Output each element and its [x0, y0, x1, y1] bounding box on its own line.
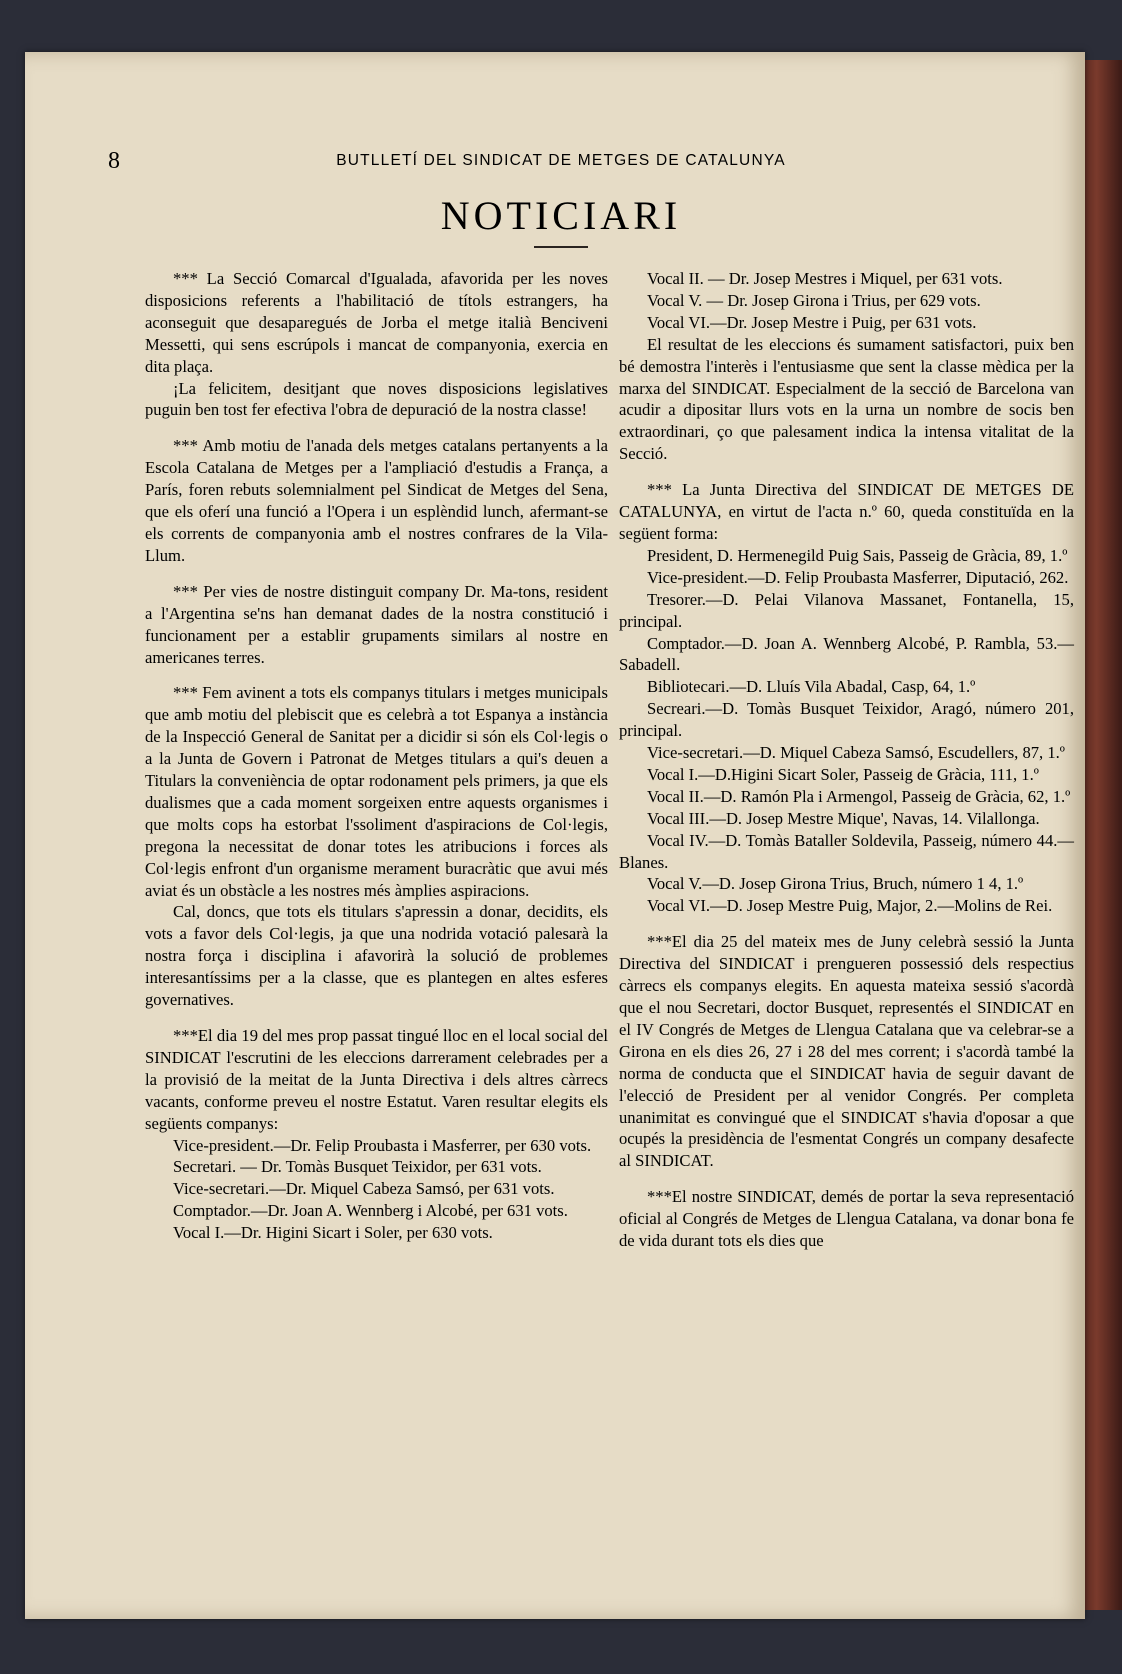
paragraph: President, D. Hermenegild Puig Sais, Passeig de Gràcia, 89, 1.º — [647, 545, 1068, 565]
paragraph: *** Fem avinent a tots els companys titulars i metges municipals que amb motiu del plebiscit que es celebrà a tot Espanya a instància de la Inspecció General de Sanitat per a dicidir si són els Col·legis o a la Junta de Govern i Patronat de Metges titulars a qui's deuen a Titulars la conveniència de optar rodonament pels primers, ja que els dualismes que a cada moment sorgeixen entre aquests organismes i que molts cops ha estorbat l'ssoliment d'aspiracions de Col·legis, pregona la necessitat de donar totes les atribucions i forces als Col·legis enfront d'un organisme merament buracràtic que avui més aviat és un obstàcle a les nostres més àmplies aspiracions. — [145, 683, 608, 900]
paragraph: ¡La felicitem, desitjant que noves disposicions legislatives puguin ben tost fer efectiva l'obra de depuració de la nostra classe! — [145, 378, 608, 420]
paragraph: Comptador.—Dr. Joan A. Wennberg i Alcobé, per 631 vots. — [173, 1201, 568, 1221]
page-number: 8 — [108, 148, 120, 174]
left-column — [145, 268, 608, 1244]
paragraph: Vocal I.—Dr. Higini Sicart i Soler, per 630 vots. — [173, 1223, 493, 1243]
paragraph: ***El dia 25 del mateix mes de Juny celebrà sessió la Junta Directiva del SINDICAT i prengueren possessió dels respectius càrrecs els companys elegits. En aquesta mateixa sessió s'acordà que el nou Secretari, doctor Busquet, representés el SINDICAT en el IV Congrés de Metges de Llengua Catalana que va celebrar-se a Girona en els dies 26, 27 i 28 del mes corrent; i s'acordà també la norma de conducta que el SINDICAT havia de seguir davant de l'elecció de President per al venidor Congrés. Per completa unanimitat es convingué que el SINDICAT s'havia d'oposar a que ocupés la presidència de l'esmentat Congrés un company desafecte al SINDICAT. — [619, 932, 1074, 1171]
paragraph: Vocal II. — Dr. Josep Mestres i Miquel, per 631 vots. — [647, 269, 1003, 288]
paragraph: Vice-president.—Dr. Felip Proubasta i Masferrer, per 630 vots. — [173, 1135, 592, 1155]
paragraph: *** La Junta Directiva del SINDICAT DE METGES DE CATALUNYA, en virtut de l'acta n.º 60, queda constituïda en la següent forma: — [619, 480, 1074, 543]
paragraph: Vice-president.—D. Felip Proubasta Masferrer, Diputació, 262. — [647, 567, 1069, 587]
right-column — [619, 268, 1074, 1252]
paragraph: Secretari. — Dr. Tomàs Busquet Teixidor, per 631 vots. — [173, 1157, 542, 1177]
paragraph: Secreari.—D. Tomàs Busquet Teixidor, Aragó, número 201, principal. — [619, 699, 1074, 741]
paragraph: Vocal VI.—Dr. Josep Mestre i Puig, per 631 vots. — [647, 312, 977, 332]
paragraph: ***El dia 19 del mes prop passat tingué lloc en el local social del SINDICAT l'escrutini de les eleccions darrerament celebrades per a la provisió de la meitat de la Junta Directiva i dels altres càrrecs vacants, conforme preveu el nostre Estatut. Varen resultar elegits els següents companys: — [145, 1026, 608, 1133]
paragraph: Vocal II.—D. Ramón Pla i Armengol, Passeig de Gràcia, 62, 1.º — [647, 786, 1071, 806]
paragraph: Vocal V. — Dr. Josep Girona i Trius, per 629 vots. — [647, 290, 981, 310]
paragraph: Comptador.—D. Joan A. Wennberg Alcobé, P. Rambla, 53.—Sabadell. — [619, 633, 1074, 675]
running-head: BUTLLETÍ DEL SINDICAT DE METGES DE CATALUNYA — [336, 152, 786, 169]
paragraph: Cal, doncs, que tots els titulars s'apressin a donar, decidits, els vots a favor dels Col·legis, ja que una nodrida votació palesarà la nostra força i disciplina i afavorirà la solució de problemes interesantíssims per a la classe, que es plantegen en altes esferes governatives. — [145, 902, 608, 1010]
paragraph: Vocal I.—D.Higini Sicart Soler, Passeig de Gràcia, 111, 1.º — [647, 764, 1039, 784]
section-title: NOTICIARI — [440, 193, 682, 238]
paragraph: *** Per vies de nostre distinguit company Dr. Ma-tons, resident a l'Argentina se'ns han demanat dades de la nostra constitució i funcionament per a establir grupaments similars al nostre en americanes terres. — [145, 581, 608, 667]
paragraph: *** La Secció Comarcal d'Igualada, afavorida per les noves disposicions referents a l'habilitació de títols estrangers, ha aconseguit que desaparegués de Jorba el metge italià Benciveni Messetti, qui sens escrúpols i mancat de companyonia, exercia en dita plaça. — [145, 269, 608, 376]
paragraph: Vocal IV.—D. Tomàs Bataller Soldevila, Passeig, número 44.—Blanes. — [619, 830, 1074, 872]
book-spine — [1080, 60, 1122, 1610]
paragraph: El resultat de les eleccions és sumament satisfactori, puix ben bé demostra l'interès i l'entusiasme que sent la classe mèdica per la marxa del SINDICAT. Especialment de la secció de Barcelona van acudir a dipositar llurs vots en la urna un nombre de socis ben extraordinari, ço que palesament indica la intensa vitalitat de la Secció. — [619, 334, 1074, 464]
paragraph: Vocal III.—D. Josep Mestre Mique', Navas, 14. Vilallonga. — [647, 808, 1040, 828]
paragraph: Bibliotecari.—D. Lluís Vila Abadal, Casp, 64, 1.º — [647, 677, 976, 697]
title-rule — [534, 246, 588, 248]
paragraph: Vocal V.—D. Josep Girona Trius, Bruch, número 1 4, 1.º — [647, 874, 1024, 894]
paragraph: Vice-secretari.—D. Miquel Cabeza Samsó, Escudellers, 87, 1.º — [647, 743, 1065, 763]
paragraph: Tresorer.—D. Pelai Vilanova Massanet, Fontanella, 15, principal. — [619, 589, 1074, 631]
paragraph: Vocal VI.—D. Josep Mestre Puig, Major, 2.—Molins de Rei. — [647, 896, 1053, 916]
paragraph: Vice-secretari.—Dr. Miquel Cabeza Samsó, per 631 vots. — [173, 1179, 555, 1199]
paragraph: ***El nostre SINDICAT, demés de portar la seva representació oficial al Congrés de Metges de Llengua Catalana, va donar bona fe de vida durant tots els dies que — [619, 1187, 1074, 1251]
paragraph: *** Amb motiu de l'anada dels metges catalans pertanyents a la Escola Catalana de Metges per a l'ampliació d'estudis a França, a París, foren rebuts solemnialment pel Sindicat de Metges del Sena, que els oferí una funció a l'Opera i un esplèndid lunch, afermant-se els corrents de companyonia amb el nostres confrares de la Vila-Llum. — [145, 436, 608, 565]
